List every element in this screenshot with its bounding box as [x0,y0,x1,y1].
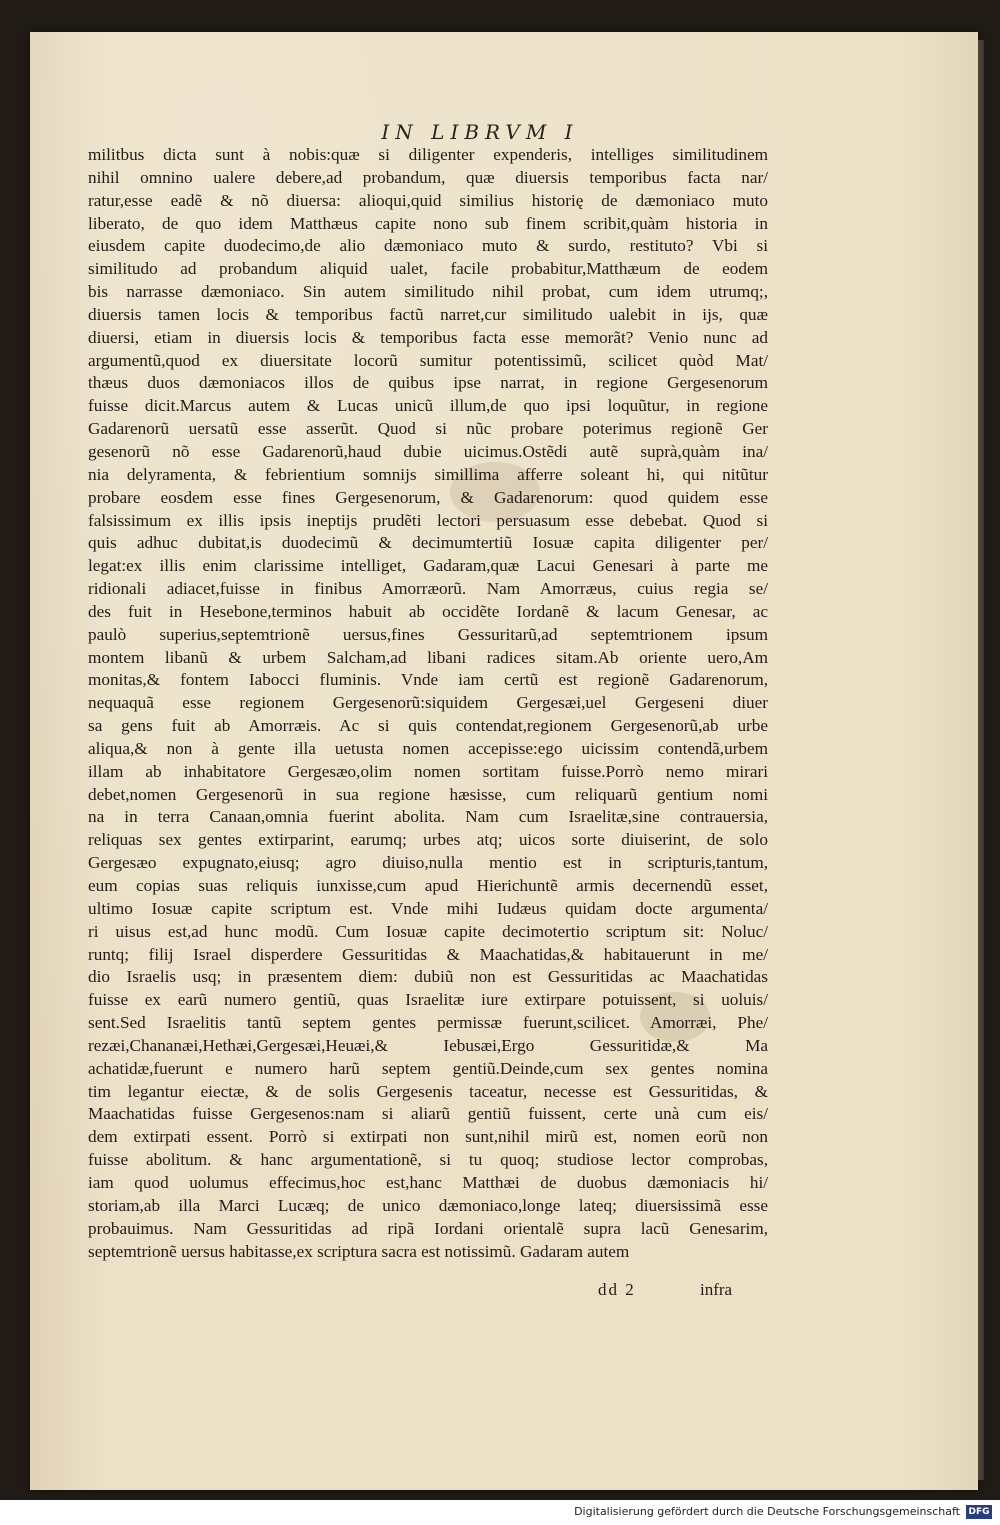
text-line: falsissimum ex illis ipsis ineptijs prudẽti lectori persuasum esse debebat. Quod si [88,510,768,530]
running-head: IN LIBRVM I [381,120,579,144]
text-line: montem libanũ & urbem Salcham,ad libani radices sitam.Ab oriente uero,Am [88,647,768,667]
dfg-logo: DFG [966,1505,992,1519]
text-line: Gergesæo expugnato,eiusq; agro diuiso,nulla mentio est in scripturis,tantum, [88,853,768,873]
text-line: runtq; filij Israel disperdere Gessuritidas & Maachatidas,& habitauerunt in me/ [88,944,768,964]
text-line: fuisse dicit.Marcus autem & Lucas unicũ illum,de quo ipsi loquũtur, in regione [88,396,768,416]
text-line: ultimo Iosuæ capite scriptum est. Vnde mihi Iudæus quidam docte argumenta/ [88,898,768,918]
text-line: fuisse ex earũ numero gentiũ, quas Israelitæ iure extirpare potuissent, si uoluis/ [88,990,768,1010]
text-line: gesenorũ nõ esse Gadarenorũ,haud dubie uicimus.Ostẽdi autẽ suprà,quàm ina/ [88,441,768,461]
text-line: reliquas sex gentes extirparint, earumq; urbes atq; uicos sorte diuiserint, de solo [88,830,768,850]
credit-bar [0,1500,1000,1525]
credit-text: Digitalisierung gefördert durch die Deutsche Forschungsgemeinschaft [574,1505,960,1518]
text-line: nihil omnino ualere debere,ad probandum, quæ diuersis temporibus facta nar/ [88,167,768,187]
text-line: nequaquã esse regionem Gergesenorũ:siquidem Gergesæi,uel Gergeseni diuer [88,693,768,713]
text-line: aliqua,& non à gente illa uetusta nomen accepisse:ego uicissim contendã,urbem [88,738,768,758]
catchword: infra [700,1280,733,1299]
text-line: Maachatidas fuisse Gergesenos:nam si aliarũ gentiũ fuissent, certe unà cum eis/ [88,1104,768,1124]
page-footer [0,1280,1000,1310]
text-line: rezæi,Chananæi,Hethæi,Gergesæi,Heuæi,& Iebusæi,Ergo Gessuritidæ,& Ma [88,1035,768,1055]
text-line: eiusdem capite duodecimo,de alio dæmoniaco muto & surdo, restituto? Vbi si [88,236,768,256]
text-line: des fuit in Hesebone,terminos habuit ab occidẽte Iordanẽ & lacum Genesar, ac [88,601,768,621]
text-line: paulò superius,septemtrionẽ uersus,fines Gessuritarũ,ad septemtrionem ipsum [88,624,768,644]
text-line: ri uisus est,ad hunc modũ. Cum Iosuæ capite decimotertio scriptum sit: Noluc/ [88,921,768,941]
text-line: septemtrionẽ uersus habitasse,ex scriptura sacra est notissimũ. Gadaram autem [88,1241,630,1261]
text-line: tim legantur eiectæ, & de solis Gergesenis taceatur, necesse est Gessuritidas, & [88,1081,768,1101]
text-line: diuersi, etiam in diuersis locis & temporibus facta esse memorãt? Venio nunc ad [88,327,768,347]
body-text [88,144,768,1263]
text-line: sa gens fuit ab Amorræis. Ac si quis contendat,regionem Gergesenorũ,ab urbe [88,716,768,736]
text-line: sent.Sed Israelitis tantũ septem gentes permissæ fuerunt,scilicet. Amorræi, Phe/ [88,1013,768,1033]
text-line: militbus dicta sunt à nobis:quæ si diligenter expenderis, intelliges similitudinem [88,145,768,164]
text-line: thæus duos dæmoniacos illos de quibus ipse narrat, in regione Gergesenorum [88,373,768,393]
text-line: similitudo ad probandum aliquid ualet, facile probabitur,Matthæum de eodem [88,259,768,279]
text-line: debet,nomen Gergesenorũ in sua regione hæsisse, cum reliquarũ gentium nomi [88,784,768,804]
text-line: storiam,ab illa Marci Lucæq; de unico dæmoniaco,longe lateq; diuersissimã esse [88,1195,768,1215]
text-line: Gadarenorũ uersatũ esse asserũt. Quod si nũc probare poterimus regionẽ Ger [88,419,768,439]
text-line: illam ab inhabitatore Gergesæo,olim nomen sortitam fuisse.Porrò nemo mirari [88,761,768,781]
text-line: diuersis tamen locis & temporibus factũ narret,cur similitudo ualebit in ijs, quæ [88,304,768,324]
text-line: bis narrasse dæmoniaco. Sin autem similitudo nihil probat, cum idem utrumq;, [88,282,768,302]
text-line: ratur,esse eadẽ & nõ diuersa: alioqui,quid similius historię de dæmoniaco muto [88,190,768,210]
text-line: monitas,& fontem Iabocci fluminis. Vnde iam certũ est regionẽ Gadarenorum, [88,670,768,690]
text-line: legat:ex illis enim clarissime intelliget, Gadaram,quæ Lacui Genesari à parte me [88,556,768,576]
text-line: ridionali adiacet,fuisse in finibus Amorræorũ. Nam Amorræus, cuius regia se/ [88,579,768,599]
text-line: fuisse abolitum. & hanc argumentationẽ, si tu quoq; studiose lector comprobas, [88,1150,768,1170]
text-line: iam quod uolumus effecimus,hoc est,hanc Matthæi de duobus dæmoniacis hi/ [88,1172,768,1192]
text-line: dem extirpati essent. Porrò si extirpati non sunt,nihil mirũ est, nomen eorũ non [88,1127,768,1147]
text-line: liberato, de quo idem Matthæus capite nono sub finem scribit,quàm historia in [88,213,768,233]
text-line: quis adhuc dubitat,is duodecimũ & decimumtertiũ Iosuæ capita diligenter per/ [88,533,768,553]
text-line: na in terra Canaan,omnia fuerint abolita. Nam cum Israelitæ,sine contrauersia, [88,807,768,827]
text-line: achatidæ,fuerunt e numero harũ septem gentiũ.Deinde,cum sex gentes nomina [88,1058,768,1078]
text-line: probauimus. Nam Gessuritidas ad ripã Iordani orientalẽ supra lacũ Genesarim, [88,1218,768,1238]
text-line: probare eosdem esse fines Gergesenorum, & Gadarenorum: quod quidem esse [88,487,768,507]
text-line: nia delyramenta, & febrientium somnijs simillima afferre soleant hi, qui nitũtur [88,464,768,484]
signature-mark: dd 2 [598,1280,636,1299]
text-line: argumentũ,quod ex diuersitate locorũ sumitur potentissimũ, scilicet quòd Mat/ [88,350,768,370]
text-line: dio Israelis usq; in præsentem diem: dubiũ non est Gessuritidas ac Maachatidas [88,967,768,987]
text-line: eum copias suas reliquis iunxisse,cum apud Hierichuntẽ armis decernendũ esset, [88,876,768,895]
